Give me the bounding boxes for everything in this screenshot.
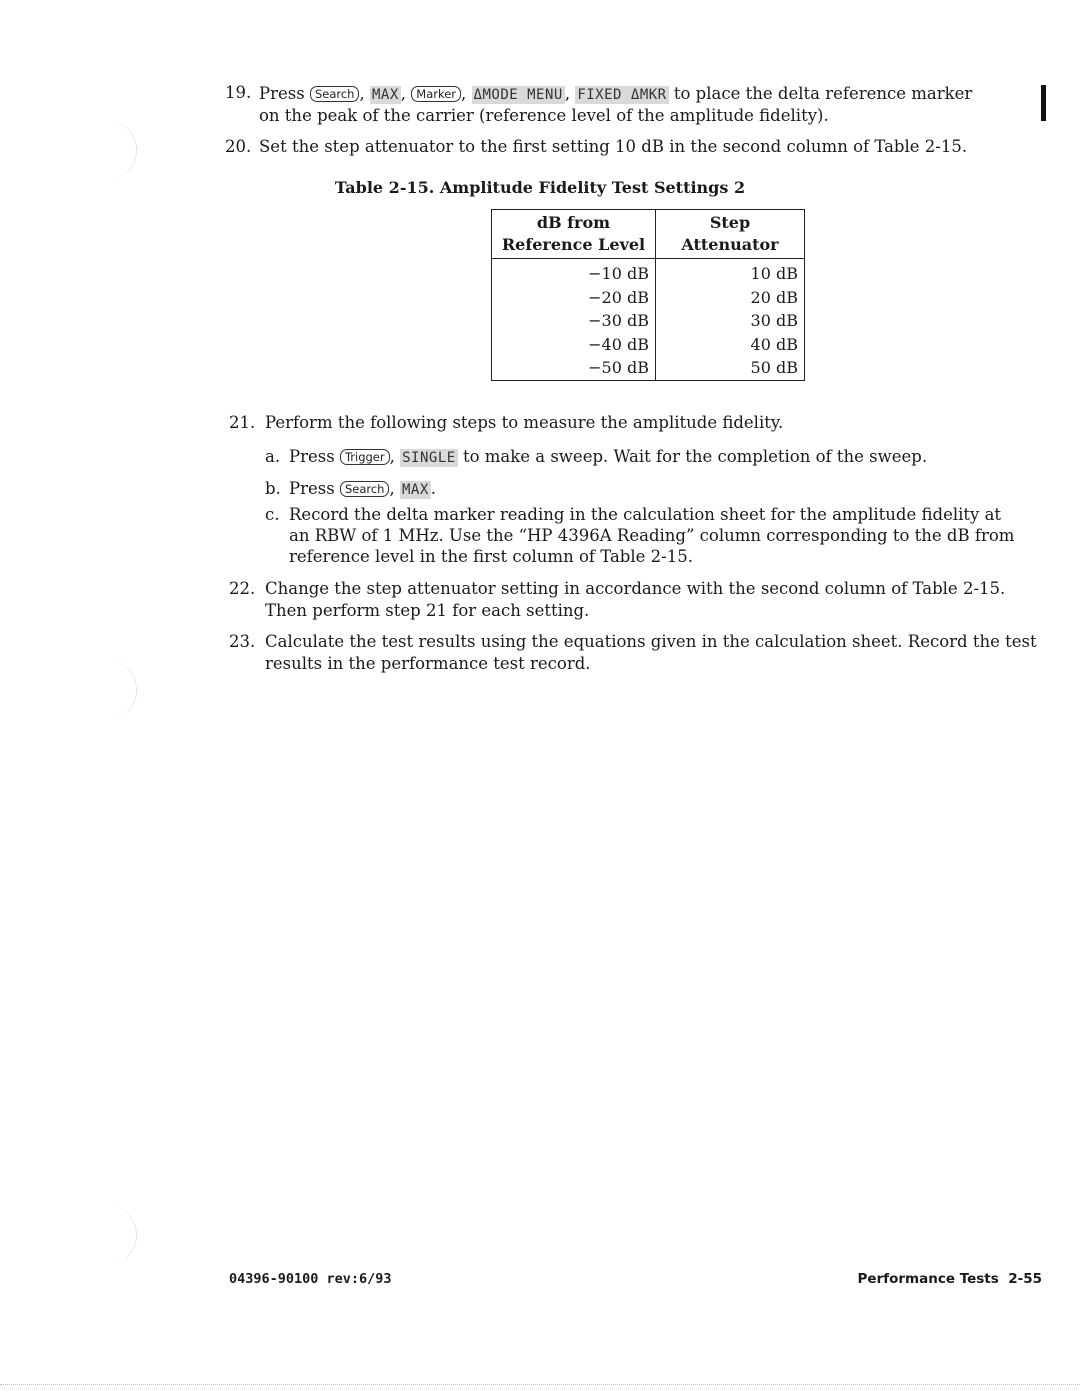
step-19-number: 19.	[225, 83, 252, 102]
table-row	[492, 309, 805, 333]
step-20-text: Set the step attenuator to the first setting 10 dB in the second column of Table 2-15.	[259, 137, 968, 156]
step-attenuator-cell: 20 dB	[750, 287, 798, 307]
step-22-number: 22.	[229, 579, 256, 598]
reference-level-cell: −10 dB	[492, 259, 656, 286]
step-21-number: 21.	[229, 413, 256, 432]
step-20-number: 20.	[225, 137, 252, 156]
table-row	[492, 356, 805, 380]
step-23-number: 23.	[229, 632, 256, 651]
max-softkey: MAX	[401, 482, 429, 498]
table-row	[492, 286, 805, 310]
document-id: 04396-90100 rev:6/93	[229, 1271, 392, 1287]
column-header-reference-level: dB from Reference Level	[492, 210, 656, 259]
step-attenuator-cell: 40 dB	[750, 334, 798, 354]
step-19-text: to place the delta reference marker	[673, 84, 973, 103]
column-header-step-attenuator: Step Attenuator	[656, 210, 805, 259]
substep-a-label: a.	[265, 447, 281, 466]
page-number: 2-55	[1008, 1271, 1042, 1287]
fixed-delta-marker-softkey: FIXED ΔMKR	[577, 87, 667, 103]
substep-a-line: Press Trigger , SINGLE to make a sweep. Wait for the completion of the sweep.	[289, 447, 928, 466]
substep-c-label: c.	[265, 505, 280, 524]
marker-key: Marker	[411, 86, 461, 102]
table-row	[492, 259, 805, 286]
max-softkey: MAX	[371, 87, 399, 103]
step-22-line-2: Then perform step 21 for each setting.	[265, 601, 590, 620]
search-key: Search	[340, 481, 390, 497]
step-21-text: Perform the following steps to measure the amplitude fidelity.	[265, 413, 784, 432]
substep-a-text: to make a sweep. Wait for the completion of the sweep.	[462, 447, 928, 466]
step-23-line-1: Calculate the test results using the equations given in the calculation sheet. Record the test	[265, 632, 1037, 651]
substep-c-line-3: reference level in the first column of Table 2-15.	[289, 547, 693, 566]
substep-b-label: b.	[265, 479, 281, 498]
punch-hole-mark	[96, 660, 137, 720]
reference-level-cell: −20 dB	[492, 286, 656, 310]
table-row	[492, 333, 805, 357]
step-19-line-2: on the peak of the carrier (reference level of the amplitude fidelity).	[259, 106, 829, 125]
punch-hole-mark	[96, 120, 137, 180]
table-header-row	[492, 210, 805, 259]
step-attenuator-cell: 30 dB	[750, 311, 798, 330]
press-word: Press	[259, 84, 305, 103]
table-caption: Table 2-15. Amplitude Fidelity Test Settings 2	[334, 178, 746, 197]
delta-mode-menu-softkey: ΔMODE MENU	[473, 87, 563, 103]
substep-c-line-1: Record the delta marker reading in the calculation sheet for the amplitude fidelity at	[289, 505, 1002, 524]
search-key: Search	[310, 86, 360, 102]
revision-change-bar	[1041, 85, 1046, 121]
substep-b-line: Press Search , MAX .	[289, 479, 437, 498]
single-softkey: SINGLE	[402, 450, 456, 466]
reference-level-cell: −50 dB	[492, 356, 656, 380]
amplitude-fidelity-table	[491, 209, 805, 381]
scan-edge-line	[0, 1384, 1080, 1385]
press-word: Press	[289, 479, 335, 498]
step-attenuator-cell: 50 dB	[750, 358, 798, 377]
step-attenuator-cell: 10 dB	[750, 264, 798, 283]
section-title: Performance Tests	[857, 1271, 999, 1287]
press-word: Press	[289, 447, 335, 466]
step-22-line-1: Change the step attenuator setting in accordance with the second column of Table 2-15.	[265, 579, 1006, 598]
trigger-key: Trigger	[340, 449, 390, 465]
reference-level-cell: −30 dB	[492, 309, 656, 333]
step-23-line-2: results in the performance test record.	[265, 654, 591, 673]
punch-hole-mark	[96, 1205, 137, 1265]
step-19-line-1: Press Search , MAX , Marker , ΔMODE MENU , FIXED ΔMKR to place the delta reference marker	[259, 84, 973, 103]
reference-level-cell: −40 dB	[492, 333, 656, 357]
substep-c-line-2: an RBW of 1 MHz. Use the “HP 4396A Reading” column corresponding to the dB from	[289, 526, 1015, 545]
page-footer-right	[858, 1271, 1042, 1287]
